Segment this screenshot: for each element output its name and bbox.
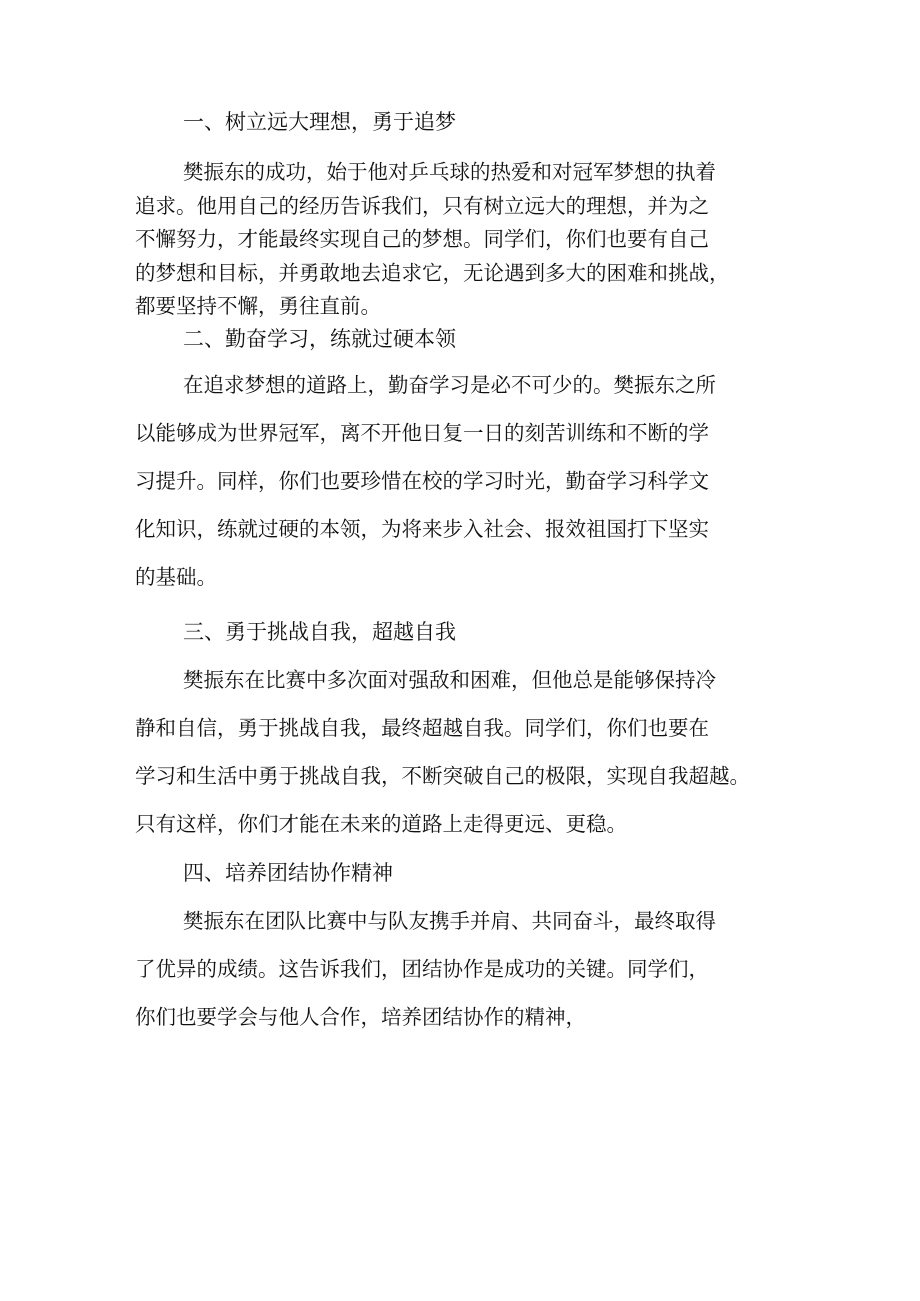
paragraph-line: 不懈努力，才能最终实现自己的梦想。同学们，你们也要有自己	[135, 227, 709, 251]
section-paragraph-4	[135, 897, 805, 1041]
paragraph-line: 樊振东的成功，始于他对乒乓球的热爱和对冠军梦想的执着	[183, 160, 716, 184]
paragraph-line: 了优异的成绩。这告诉我们，团结协作是成功的关键。同学们，	[135, 957, 709, 981]
section-paragraph-1	[135, 156, 805, 324]
section-heading-2: 二、勤奋学习，练就过硬本领	[183, 327, 456, 351]
section-paragraph-2	[135, 361, 805, 601]
paragraph-line: 樊振东在团队比赛中与队友携手并肩、共同奋斗，最终取得	[183, 909, 716, 933]
paragraph-line: 静和自信，勇于挑战自我，最终超越自我。同学们，你们也要在	[135, 716, 709, 740]
paragraph-line: 都要坚持不懈，勇往直前。	[135, 294, 381, 318]
paragraph-line: 的基础。	[135, 565, 217, 589]
paragraph-line: 学习和生活中勇于挑战自我，不断突破自己的极限，实现自我超越。	[135, 764, 750, 788]
paragraph-line: 习提升。同样，你们也要珍惜在校的学习时光，勤奋学习科学文	[135, 469, 709, 493]
paragraph-line: 樊振东在比赛中多次面对强敌和困难，但他总是能够保持冷	[183, 668, 716, 692]
section-heading-4: 四、培养团结协作精神	[183, 861, 393, 885]
paragraph-line: 你们也要学会与他人合作，培养团结协作的精神，	[135, 1005, 586, 1029]
paragraph-line: 追求。他用自己的经历告诉我们，只有树立远大的理想，并为之	[135, 193, 709, 218]
paragraph-line: 的梦想和目标，并勇敢地去追求它，无论遇到多大的困难和挑战，	[135, 260, 730, 285]
paragraph-line: 在追求梦想的道路上，勤奋学习是必不可少的。樊振东之所	[183, 373, 716, 397]
paragraph-line: 只有这样，你们才能在未来的道路上走得更远、更稳。	[135, 812, 627, 836]
section-heading-1: 一、树立远大理想，勇于追梦	[183, 110, 456, 134]
paragraph-line: 以能够成为世界冠军，离不开他日复一日的刻苦训练和不断的学	[135, 421, 709, 445]
section-heading-3: 三、勇于挑战自我，超越自我	[183, 620, 456, 644]
paragraph-line: 化知识，练就过硬的本领，为将来步入社会、报效祖国打下坚实	[135, 517, 709, 541]
section-paragraph-3	[135, 656, 805, 848]
